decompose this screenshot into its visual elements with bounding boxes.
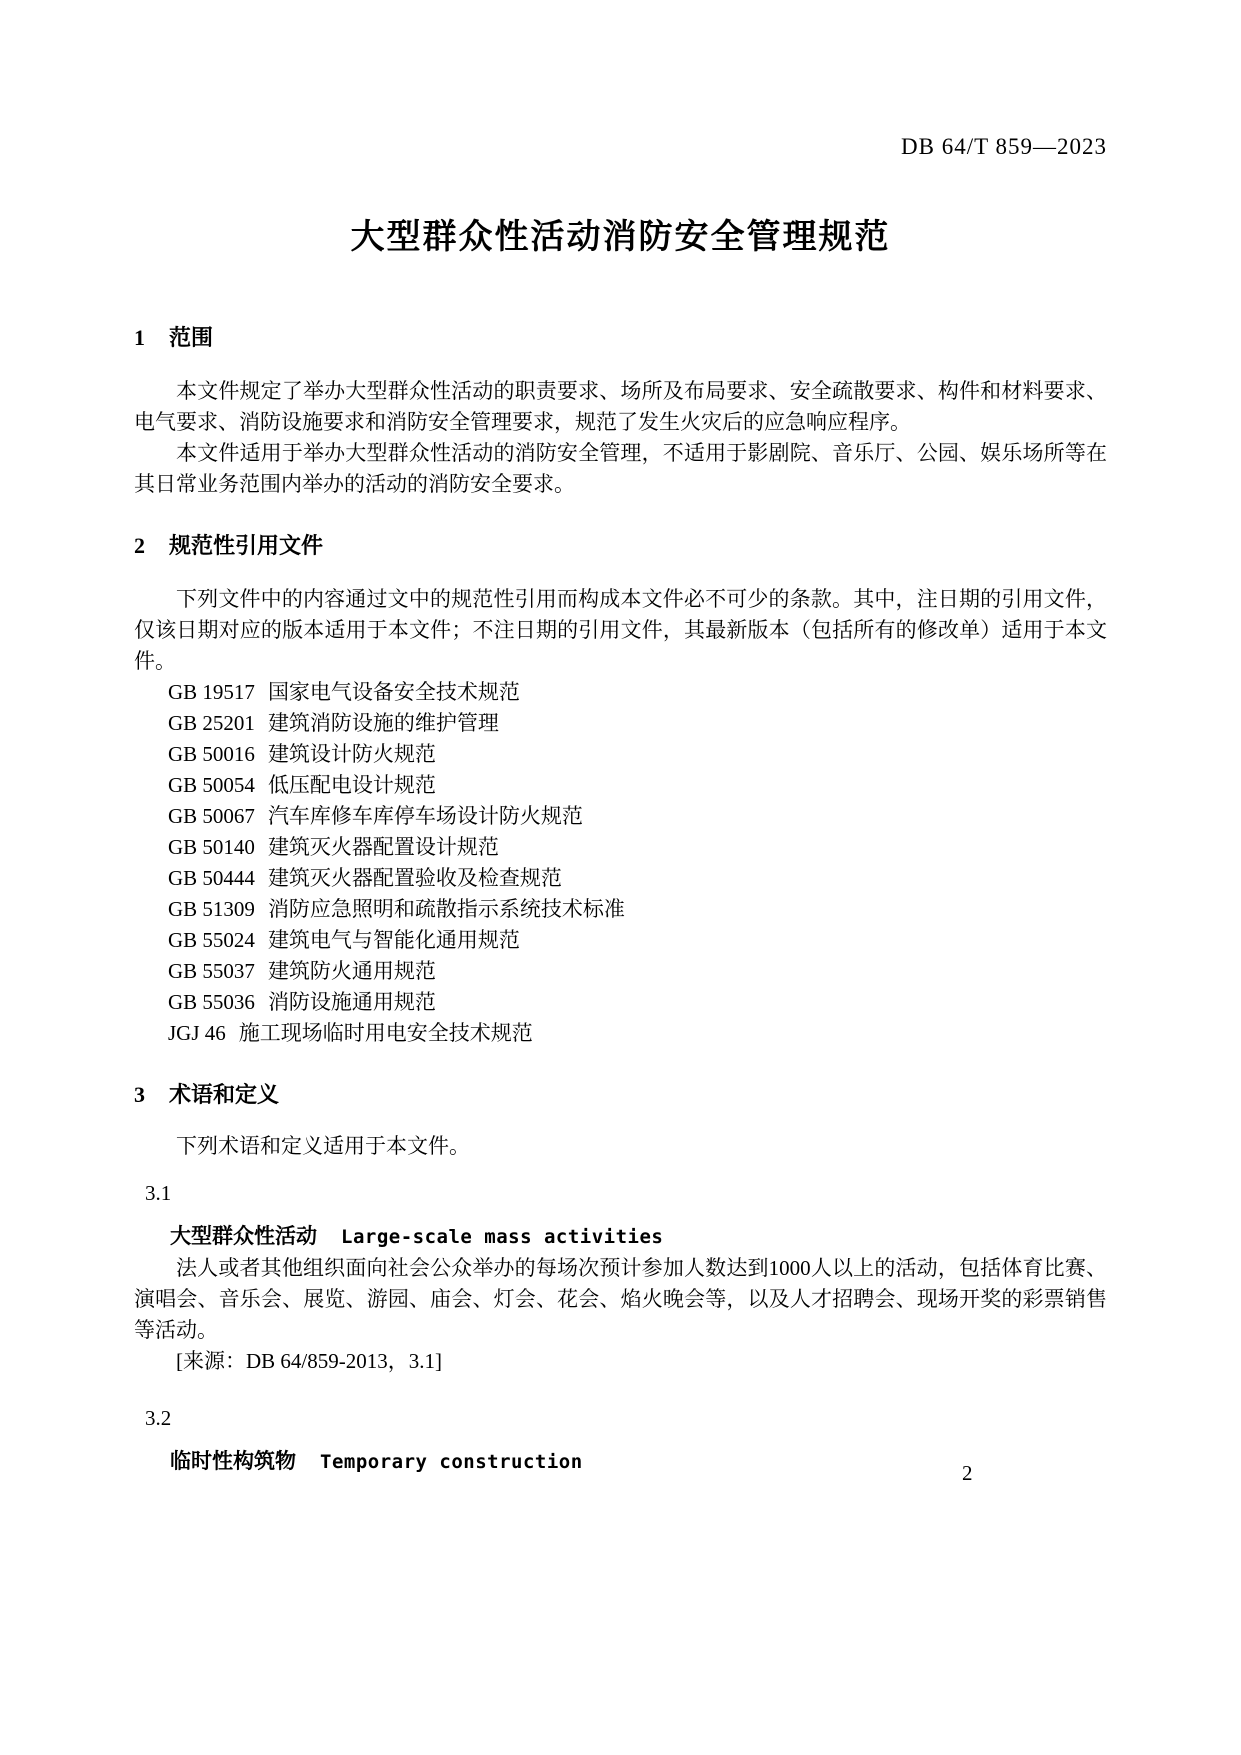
reference-code: JGJ 46 (168, 1021, 226, 1045)
term-entry-number: 3.1 (145, 1181, 172, 1205)
scope-paragraph-1: 本文件规定了举办大型群众性活动的职责要求、场所及布局要求、安全疏散要求、构件和材料要求、电气要求、消防设施要求和消防安全管理要求，规范了发生火灾后的应急响应程序。 (134, 379, 1107, 434)
reference-item (168, 894, 1107, 925)
reference-code: GB 50067 (168, 804, 255, 828)
reference-code: GB 55036 (168, 990, 255, 1014)
section-scope-number: 1 (134, 325, 145, 350)
reference-name: 建筑电气与智能化通用规范 (267, 928, 520, 952)
reference-item (168, 832, 1107, 863)
term-name-en: Temporary construction (320, 1451, 583, 1473)
section-references-heading (134, 532, 1107, 560)
section-scope-title: 范围 (169, 325, 214, 350)
reference-name: 施工现场临时用电安全技术规范 (238, 1021, 533, 1045)
reference-name: 建筑消防设施的维护管理 (267, 711, 499, 735)
reference-name: 消防设施通用规范 (267, 990, 436, 1014)
reference-code: GB 50444 (168, 866, 255, 890)
reference-code: GB 51309 (168, 897, 255, 921)
reference-name: 建筑防火通用规范 (267, 959, 436, 983)
reference-name: 建筑灭火器配置验收及检查规范 (267, 866, 562, 890)
section-terms-title: 术语和定义 (169, 1082, 280, 1107)
reference-item (168, 708, 1107, 739)
term-entry-number: 3.2 (145, 1406, 172, 1430)
scope-paragraph-2: 本文件适用于举办大型群众性活动的消防安全管理，不适用于影剧院、音乐厅、公园、娱乐场所等在其日常业务范围内举办的活动的消防安全要求。 (134, 441, 1107, 496)
reference-code: GB 55037 (168, 959, 255, 983)
reference-name: 低压配电设计规范 (267, 773, 436, 797)
terms-intro: 下列术语和定义适用于本文件。 (176, 1134, 470, 1158)
reference-code: GB 50140 (168, 835, 255, 859)
reference-item (168, 987, 1107, 1018)
reference-name: 建筑设计防火规范 (267, 742, 436, 766)
reference-code: GB 19517 (168, 680, 255, 704)
term-name-en: Large-scale mass activities (341, 1226, 664, 1248)
term-name: 大型群众性活动 (170, 1225, 317, 1248)
reference-name: 汽车库修车库停车场设计防火规范 (267, 804, 583, 828)
reference-name: 消防应急照明和疏散指示系统技术标准 (267, 897, 625, 921)
reference-name: 建筑灭火器配置设计规范 (267, 835, 499, 859)
reference-item (168, 925, 1107, 956)
reference-code: GB 50054 (168, 773, 255, 797)
term-definition: 法人或者其他组织面向社会公众举办的每场次预计参加人数达到1000人以上的活动，包括体育比赛、演唱会、音乐会、展览、游园、庙会、灯会、花会、焰火晚会等，以及人才招聘会、现场开奖的彩票销售等活动。 (134, 1256, 1107, 1342)
term-source: [来源：DB 64/859-2013，3.1] (176, 1349, 442, 1373)
references-list (168, 677, 1107, 1049)
reference-item (168, 801, 1107, 832)
reference-code: GB 25201 (168, 711, 255, 735)
doc-number: DB 64/T 859—2023 (901, 134, 1107, 159)
document-title: 大型群众性活动消防安全管理规范 (350, 218, 891, 256)
reference-item (168, 677, 1107, 708)
section-references-title: 规范性引用文件 (169, 533, 324, 558)
reference-item (168, 739, 1107, 770)
section-scope-heading (134, 324, 1107, 352)
reference-item (168, 956, 1107, 987)
term-line (170, 1221, 1107, 1253)
reference-code: GB 55024 (168, 928, 255, 952)
references-intro: 下列文件中的内容通过文中的规范性引用而构成本文件必不可少的条款。其中，注日期的引用文件，仅该日期对应的版本适用于本文件；不注日期的引用文件，其最新版本（包括所有的修改单）适用于本文件。 (134, 587, 1107, 673)
reference-item (168, 1018, 1107, 1049)
page-number: 2 (962, 1461, 973, 1485)
reference-item (168, 770, 1107, 801)
section-references-number: 2 (134, 533, 145, 558)
term-name: 临时性构筑物 (170, 1450, 296, 1473)
section-terms-number: 3 (134, 1082, 145, 1107)
reference-name: 国家电气设备安全技术规范 (267, 680, 520, 704)
section-terms-heading (134, 1081, 1107, 1109)
reference-item (168, 863, 1107, 894)
reference-code: GB 50016 (168, 742, 255, 766)
